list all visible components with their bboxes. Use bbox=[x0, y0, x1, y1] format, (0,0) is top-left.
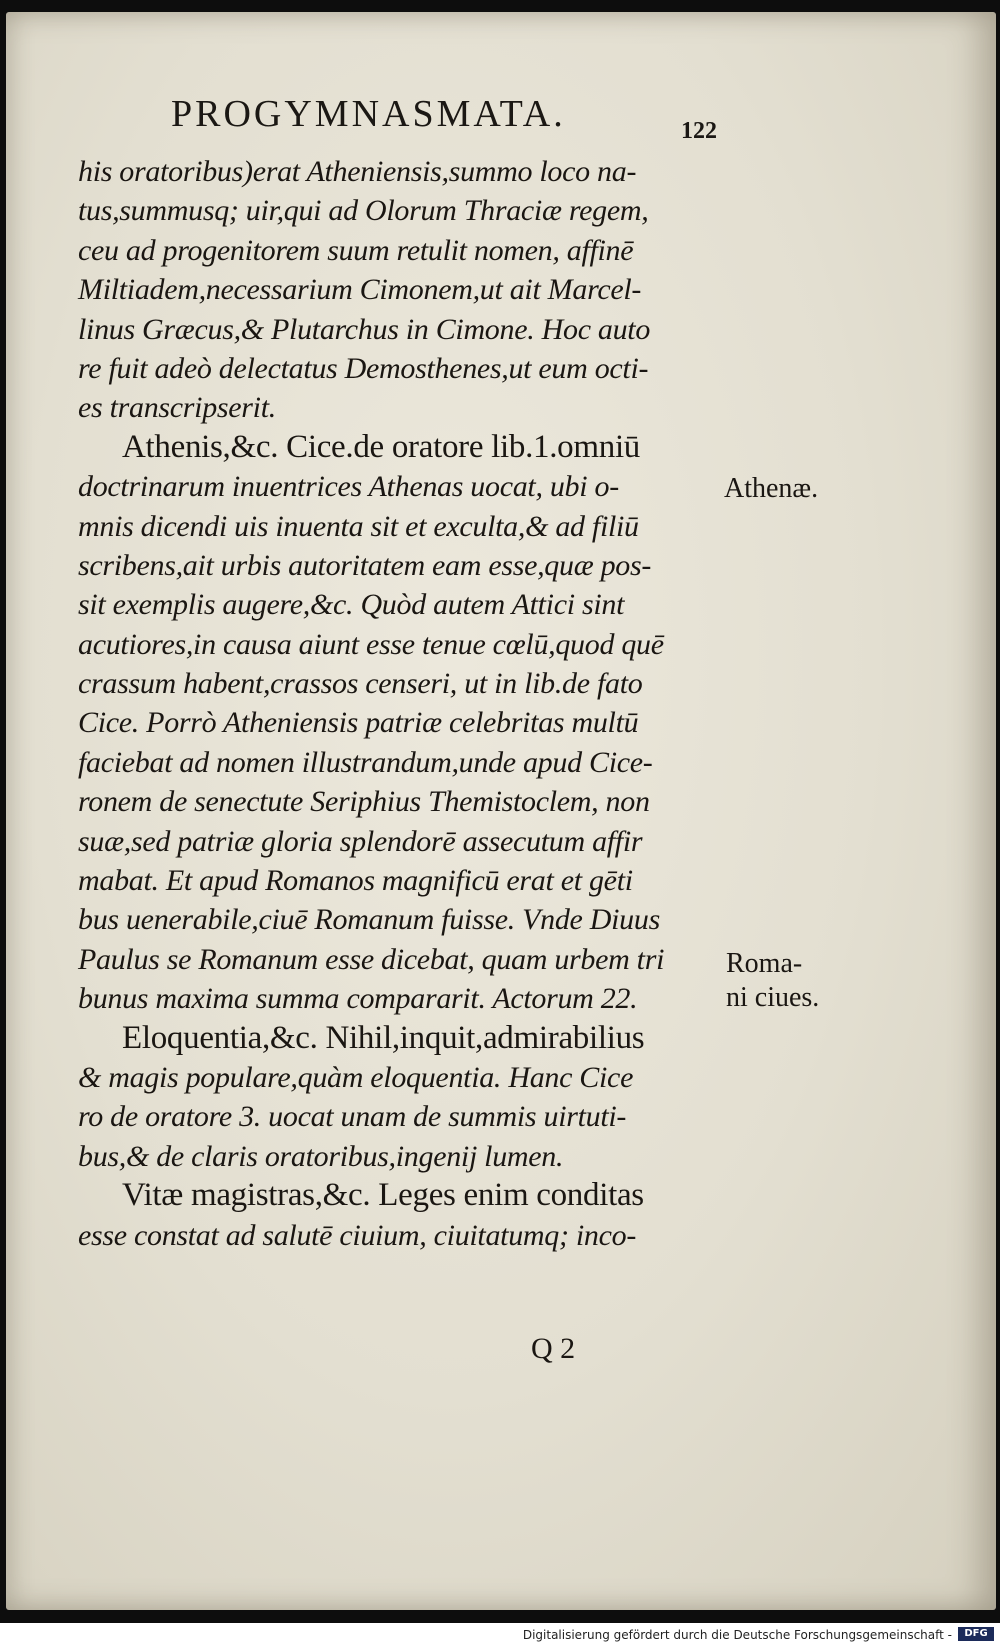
text-line: bus uenerabile,ciuē Romanum fuisse. Vnde Diuus bbox=[78, 903, 660, 937]
text-line: scribens,ait urbis autoritatem eam esse,quæ pos- bbox=[78, 548, 652, 582]
margin-note-athenae: Athenæ. bbox=[724, 473, 819, 504]
running-title: PROGYMNASMATA. bbox=[171, 93, 566, 135]
text-line: bunus maxima summa compararit. Actorum 22. bbox=[78, 982, 638, 1016]
text-line: faciebat ad nomen illustrandum,unde apud Cice- bbox=[78, 745, 653, 779]
text-line: crassum habent,crassos censeri, ut in lib.de fato bbox=[78, 667, 643, 701]
footer-bar bbox=[0, 1623, 1000, 1645]
text-line: acutiores,in causa aiunt esse tenue cœlū,quod quē bbox=[78, 627, 664, 661]
book-page bbox=[6, 12, 996, 1610]
signature-mark: Q 2 bbox=[531, 1332, 576, 1365]
body-text bbox=[78, 152, 728, 1255]
lemma-line: Vitæ magistras,&c. Leges enim conditas bbox=[122, 1177, 644, 1214]
text-line: sit exemplis augere,&c. Quòd autem Attici sint bbox=[78, 588, 625, 622]
dfg-logo-icon: DFG bbox=[958, 1627, 994, 1641]
text-line: tus,summusq; uir,qui ad Olorum Thraciæ regem, bbox=[78, 194, 649, 228]
margin-note-line: ni ciues. bbox=[726, 982, 820, 1013]
text-line: es transcripserit. bbox=[78, 391, 276, 425]
text-line: bus,& de claris oratoribus,ingenij lumen. bbox=[78, 1139, 564, 1173]
text-line: re fuit adeò delectatus Demosthenes,ut eum octi- bbox=[78, 351, 649, 385]
text-line: suæ,sed patriæ gloria splendorē assecutum affir bbox=[78, 824, 643, 858]
text-line: Paulus se Romanum esse dicebat, quam urbem tri bbox=[78, 942, 665, 976]
digitization-credit: Digitalisierung gefördert durch die Deutsche Forschungsgemeinschaft - bbox=[522, 1628, 952, 1642]
text-line: his oratoribus)erat Atheniensis,summo loco na- bbox=[78, 155, 637, 188]
text-line: esse constat ad salutē ciuium, ciuitatumq; inco- bbox=[78, 1218, 637, 1252]
lemma-line: Eloquentia,&c. Nihil,inquit,admirabilius bbox=[122, 1019, 645, 1056]
text-line: mabat. Et apud Romanos magnificū erat et gēti bbox=[78, 864, 633, 898]
text-line: ronem de senectute Seriphius Themistoclem, non bbox=[78, 785, 650, 819]
page-number: 122 bbox=[681, 118, 717, 144]
lemma-line: Athenis,&c. Cice.de oratore lib.1.omniū bbox=[122, 428, 641, 465]
text-line: linus Græcus,& Plutarchus in Cimone. Hoc auto bbox=[78, 312, 651, 346]
text-line: Cice. Porrò Atheniensis patriæ celebritas multū bbox=[78, 706, 639, 740]
text-line: Miltiadem,necessarium Cimonem,ut ait Marcel- bbox=[78, 273, 642, 307]
text-line: doctrinarum inuentrices Athenas uocat, ubi o- bbox=[78, 470, 619, 504]
text-line: ro de oratore 3. uocat unam de summis uirtuti- bbox=[78, 1100, 627, 1134]
text-line: ceu ad progenitorem suum retulit nomen, affinē bbox=[78, 233, 634, 267]
text-line: & magis populare,quàm eloquentia. Hanc Cice bbox=[78, 1060, 634, 1094]
text-line: mnis dicendi uis inuenta sit et exculta,& ad filiū bbox=[78, 509, 639, 543]
margin-note-line: Roma- bbox=[726, 948, 803, 979]
margin-note-romani bbox=[726, 947, 819, 1015]
